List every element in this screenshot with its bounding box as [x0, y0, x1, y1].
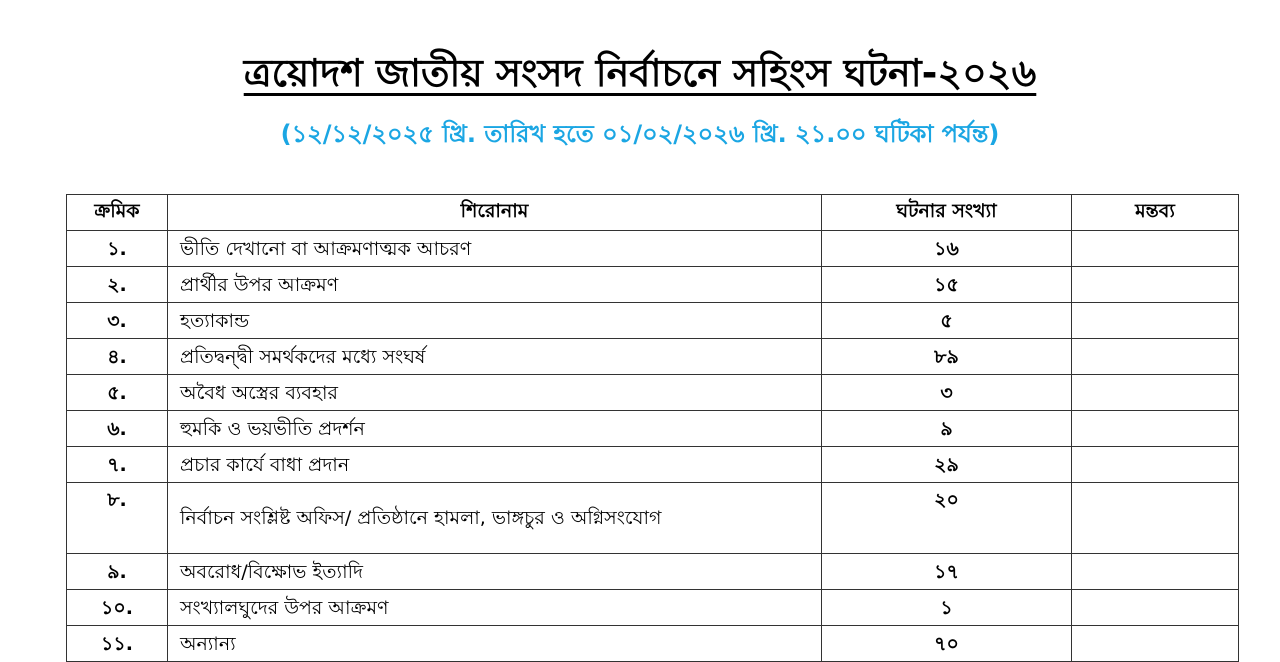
row-heading: অন্যান্য: [168, 626, 822, 662]
row-heading: সংখ্যালঘুদের উপর আক্রমণ: [168, 590, 822, 626]
row-serial: ১.: [67, 231, 168, 267]
row-count: ৯: [822, 411, 1072, 447]
row-count: ২৯: [822, 447, 1072, 483]
table-row: [67, 590, 1239, 626]
row-serial: ৩.: [67, 303, 168, 339]
row-count: ১৬: [822, 231, 1072, 267]
row-heading: প্রার্থীর উপর আক্রমণ: [168, 267, 822, 303]
row-count: ১৫: [822, 267, 1072, 303]
row-count: ১৭: [822, 554, 1072, 590]
row-heading: নির্বাচন সংশ্লিষ্ট অফিস/ প্রতিষ্ঠানে হামলা, ভাঙ্গচুর ও অগ্নিসংযোগ: [168, 483, 822, 554]
incident-table: [66, 194, 1239, 662]
row-remarks: [1072, 231, 1239, 267]
row-serial: ১০.: [67, 590, 168, 626]
row-count: ৮৯: [822, 339, 1072, 375]
header-remarks: মন্তব্য: [1072, 195, 1239, 231]
table-row: [67, 375, 1239, 411]
row-heading: অবরোধ/বিক্ষোভ ইত্যাদি: [168, 554, 822, 590]
row-heading: হুমকি ও ভয়ভীতি প্রদর্শন: [168, 411, 822, 447]
row-remarks: [1072, 303, 1239, 339]
table-row: [67, 626, 1239, 662]
table-row: [67, 303, 1239, 339]
row-remarks: [1072, 411, 1239, 447]
row-heading: ভীতি দেখানো বা আক্রমণাত্মক আচরণ: [168, 231, 822, 267]
row-serial: ৯.: [67, 554, 168, 590]
row-remarks: [1072, 375, 1239, 411]
header-serial: ক্রমিক: [67, 195, 168, 231]
row-heading: প্রতিদ্বন্দ্বী সমর্থকদের মধ্যে সংঘর্ষ: [168, 339, 822, 375]
row-serial: ৪.: [67, 339, 168, 375]
row-serial: ৬.: [67, 411, 168, 447]
row-remarks: [1072, 267, 1239, 303]
row-count: ৫: [822, 303, 1072, 339]
row-serial: ৭.: [67, 447, 168, 483]
table-row: [67, 339, 1239, 375]
row-count: ১: [822, 590, 1072, 626]
row-serial: ৮.: [67, 483, 168, 554]
table-row: [67, 483, 1239, 554]
header-heading: শিরোনাম: [168, 195, 822, 231]
row-remarks: [1072, 554, 1239, 590]
row-count: ৭০: [822, 626, 1072, 662]
row-count: ৩: [822, 375, 1072, 411]
row-heading: হত্যাকান্ড: [168, 303, 822, 339]
table-header-row: [67, 195, 1239, 231]
table-row: [67, 231, 1239, 267]
row-serial: ৫.: [67, 375, 168, 411]
row-count: ২০: [822, 483, 1072, 554]
row-remarks: [1072, 483, 1239, 554]
row-heading: অবৈধ অস্ত্রের ব্যবহার: [168, 375, 822, 411]
table-row: [67, 267, 1239, 303]
row-heading: প্রচার কার্যে বাধা প্রদান: [168, 447, 822, 483]
row-remarks: [1072, 339, 1239, 375]
table-row: [67, 554, 1239, 590]
row-serial: ১১.: [67, 626, 168, 662]
row-serial: ২.: [67, 267, 168, 303]
row-remarks: [1072, 590, 1239, 626]
header-count: ঘটনার সংখ্যা: [822, 195, 1072, 231]
row-remarks: [1072, 626, 1239, 662]
row-remarks: [1072, 447, 1239, 483]
table-row: [67, 447, 1239, 483]
report-date-range: (১২/১২/২০২৫ খ্রি. তারিখ হতে ০১/০২/২০২৬ খ্রি. ২১.০০ ঘটিকা পর্যন্ত): [280, 120, 1000, 148]
report-title: ত্রয়োদশ জাতীয় সংসদ নির্বাচনে সহিংস ঘটনা-২০২৬: [243, 51, 1037, 95]
table-row: [67, 411, 1239, 447]
